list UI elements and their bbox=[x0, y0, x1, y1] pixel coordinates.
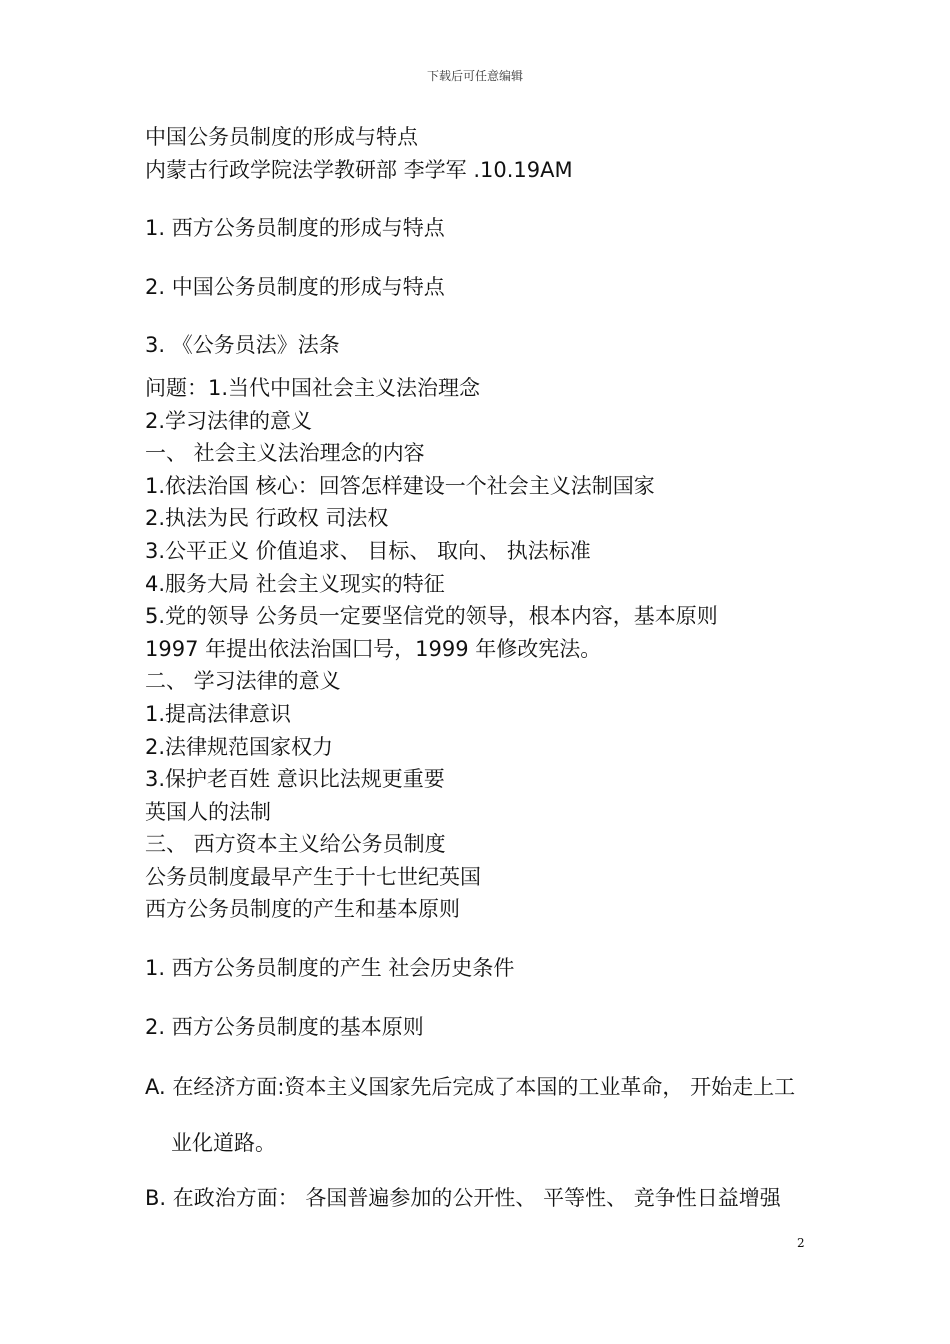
section-heading: 三、 西方资本主义给公务员制度 bbox=[145, 832, 446, 857]
point-item: 1. 西方公务员制度的产生 社会历史条件 bbox=[145, 956, 515, 981]
body-line: 4.服务大局 社会主义现实的特征 bbox=[145, 571, 445, 596]
paragraph-b: B. 在政治方面： 各国普遍参加的公开性、 平等性、 竞争性日益增强 bbox=[145, 1186, 781, 1211]
body-line: 1.提高法律意识 bbox=[145, 701, 292, 726]
point-item: 2. 西方公务员制度的基本原则 bbox=[145, 1014, 424, 1039]
body-line: 问题：1.当代中国社会主义法治理念 bbox=[145, 375, 481, 400]
body-line: 3.保护老百姓 意识比法规更重要 bbox=[145, 767, 445, 792]
body-line: 2.法律规范国家权力 bbox=[145, 734, 334, 759]
body-line: 公务员制度最早产生于十七世纪英国 bbox=[145, 864, 481, 889]
section-heading: 二、 学习法律的意义 bbox=[145, 669, 341, 694]
document-body bbox=[145, 121, 815, 1220]
body-line: 2.学习法律的意义 bbox=[145, 408, 313, 433]
doc-title: 中国公务员制度的形成与特点 bbox=[145, 125, 418, 149]
paragraph-a: A. 在经济方面:资本主义国家先后完成了本国的工业革命， 开始走上工业化道路。 bbox=[145, 1075, 796, 1156]
body-line: 1997 年提出依法治国囗号，1999 年修改宪法。 bbox=[145, 636, 602, 661]
outline-item: 2. 中国公务员制度的形成与特点 bbox=[145, 274, 445, 299]
body-line: 英国人的法制 bbox=[145, 799, 271, 824]
outline-item: 3. 《公务员法》法条 bbox=[145, 333, 340, 358]
body-line: 5.党的领导 公务员一定要坚信党的领导，根本内容，基本原则 bbox=[145, 604, 718, 629]
section-heading: 一、 社会主义法治理念的内容 bbox=[145, 441, 425, 466]
outline-item: 1. 西方公务员制度的形成与特点 bbox=[145, 216, 445, 241]
page-header-note: 下载后可任意编辑 bbox=[426, 69, 523, 83]
body-line: 1.依法治国 核心：回答怎样建设一个社会主义法制国家 bbox=[145, 473, 655, 498]
page-number: 2 bbox=[797, 1236, 805, 1250]
body-line: 西方公务员制度的产生和基本原则 bbox=[145, 897, 460, 922]
body-line: 2.执法为民 行政权 司法权 bbox=[145, 506, 389, 531]
doc-byline: 内蒙古行政学院法学教研部 李学军 .10.19AM bbox=[145, 157, 573, 182]
body-line: 3.公平正义 价值追求、 目标、 取向、 执法标准 bbox=[145, 538, 591, 563]
